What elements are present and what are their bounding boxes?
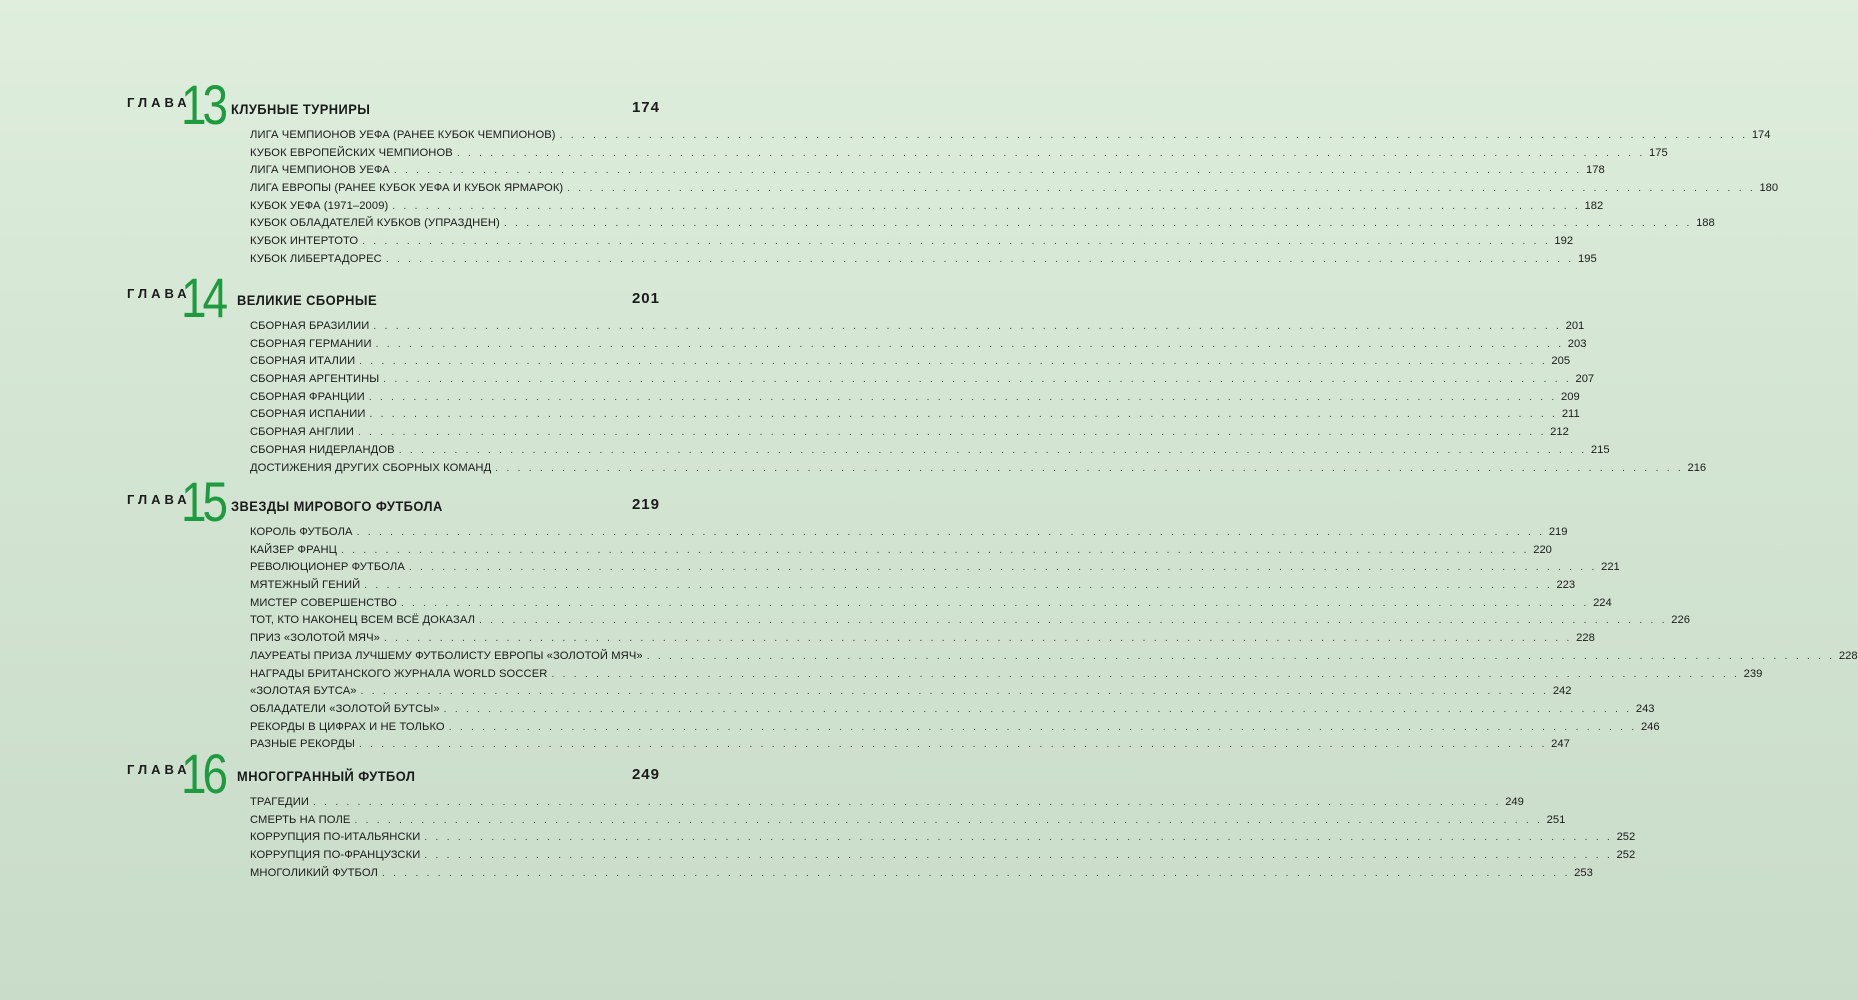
toc-entry[interactable] xyxy=(250,543,1552,562)
entry-title: СБОРНАЯ АРГЕНТИНЫ xyxy=(250,373,380,386)
entry-page: 221 xyxy=(1601,561,1620,574)
toc-entry[interactable] xyxy=(250,235,1574,253)
toc-entry[interactable] xyxy=(250,217,1715,235)
entry-page: 246 xyxy=(1640,720,1660,733)
entry-title: ЛИГА ЧЕМПИОНОВ УЕФА (РАНЕЕ КУБОК ЧЕМПИОНОВ) xyxy=(250,129,556,141)
entry-page: 228 xyxy=(1838,649,1858,662)
leader-dots xyxy=(380,633,1576,644)
leader-dots xyxy=(365,392,1561,403)
entry-title: ПРИЗ «ЗОЛОТОЙ МЯЧ» xyxy=(250,632,380,645)
toc-entry[interactable] xyxy=(250,866,1593,885)
chapter-entries xyxy=(250,526,1858,756)
toc-entry[interactable] xyxy=(250,355,1571,373)
chapter-number: 13 xyxy=(181,73,224,136)
toc-entry[interactable] xyxy=(250,720,1660,739)
entry-title: СБОРНАЯ НИДЕРЛАНДОВ xyxy=(250,443,395,456)
entry-page: 215 xyxy=(1590,443,1610,456)
toc-entry[interactable] xyxy=(250,199,1604,218)
toc-entry[interactable] xyxy=(250,614,1690,632)
toc-entry[interactable] xyxy=(250,408,1580,426)
leader-dots xyxy=(309,797,1505,808)
toc-entry[interactable] xyxy=(250,390,1580,409)
entry-page: 212 xyxy=(1550,426,1569,439)
chapter-title[interactable]: МНОГОГРАННЫЙ ФУТБОЛ xyxy=(237,768,416,784)
entry-title: СБОРНАЯ ФРАНЦИИ xyxy=(250,390,365,403)
toc-entry[interactable] xyxy=(250,702,1655,721)
entry-title: СБОРНАЯ АНГЛИИ xyxy=(250,426,354,439)
leader-dots xyxy=(420,832,1616,843)
entry-title: РАЗНЫЕ РЕКОРДЫ xyxy=(250,738,355,751)
entry-page: 207 xyxy=(1575,373,1595,386)
toc-entry[interactable] xyxy=(250,373,1595,391)
entry-page: 224 xyxy=(1593,596,1612,609)
toc-entry[interactable] xyxy=(250,252,1597,271)
toc-entry[interactable] xyxy=(250,738,1570,756)
entry-page: 242 xyxy=(1552,685,1572,698)
entry-title: ЛАУРЕАТЫ ПРИЗА ЛУЧШЕМУ ФУТБОЛИСТУ ЕВРОПЫ «ЗОЛОТОЙ МЯЧ» xyxy=(250,649,643,662)
entry-title: КОРОЛЬ ФУТБОЛА xyxy=(250,526,353,538)
leader-dots xyxy=(355,739,1551,750)
toc-entry[interactable] xyxy=(250,337,1587,356)
entry-page: 220 xyxy=(1533,543,1552,556)
toc-entry[interactable] xyxy=(250,685,1572,703)
toc-entry[interactable] xyxy=(250,632,1595,650)
entry-title: ТРАГЕДИИ xyxy=(250,796,309,808)
entry-page: 252 xyxy=(1616,831,1636,844)
leader-dots xyxy=(358,236,1554,247)
toc-entry[interactable] xyxy=(250,426,1569,444)
entry-title: СБОРНАЯ ИСПАНИИ xyxy=(250,408,366,421)
leader-dots xyxy=(365,409,1561,420)
leader-dots xyxy=(382,254,1578,265)
leader-dots xyxy=(355,356,1551,367)
leader-dots xyxy=(337,545,1533,556)
entry-title: ЛИГА ЧЕМПИОНОВ УЕФА xyxy=(250,164,390,177)
leader-dots xyxy=(360,580,1556,591)
chapter-label: ГЛАВА xyxy=(127,286,191,301)
toc-entry[interactable] xyxy=(250,596,1612,615)
chapter-entries xyxy=(250,129,1779,271)
toc-entry[interactable] xyxy=(250,164,1605,182)
entry-page: 182 xyxy=(1584,199,1604,212)
toc-entry[interactable] xyxy=(250,813,1566,832)
chapter-entries xyxy=(250,796,1636,884)
leader-dots xyxy=(388,201,1584,212)
leader-dots xyxy=(357,686,1553,697)
entry-page: 223 xyxy=(1556,579,1576,592)
entry-title: ЛИГА ЕВРОПЫ (РАНЕЕ КУБОК УЕФА И КУБОК ЯРМАРОК) xyxy=(250,182,564,195)
chapter-number: 15 xyxy=(181,470,224,533)
entry-title: МИСТЕР СОВЕРШЕНСТВО xyxy=(250,596,397,609)
entry-page: 228 xyxy=(1576,632,1595,645)
chapter-label: ГЛАВА xyxy=(127,492,191,507)
chapter-label: ГЛАВА xyxy=(127,95,191,110)
leader-dots xyxy=(547,669,1743,680)
entry-page: 178 xyxy=(1586,164,1605,177)
entry-page: 243 xyxy=(1635,702,1655,715)
leader-dots xyxy=(350,815,1546,826)
entry-title: КУБОК ИНТЕРТОТО xyxy=(250,235,359,248)
entry-title: КУБОК ОБЛАДАТЕЛЕЙ КУБКОВ (УПРАЗДНЕН) xyxy=(250,217,500,230)
chapter-page: 249 xyxy=(631,766,660,783)
leader-dots xyxy=(556,130,1752,141)
toc-entry[interactable] xyxy=(250,831,1636,849)
entry-page: 180 xyxy=(1759,182,1779,195)
entry-page: 251 xyxy=(1546,813,1566,826)
toc-entry[interactable] xyxy=(250,129,1771,147)
chapter-page: 201 xyxy=(631,290,660,307)
entry-title: СБОРНАЯ ИТАЛИИ xyxy=(250,355,356,368)
leader-dots xyxy=(453,148,1649,159)
entry-title: КАЙЗЕР ФРАНЦ xyxy=(250,543,338,556)
leader-dots xyxy=(500,218,1696,229)
entry-page: 249 xyxy=(1505,796,1524,808)
entry-title: КУБОК УЕФА (1971–2009) xyxy=(250,199,389,212)
leader-dots xyxy=(353,527,1549,538)
entry-page: 209 xyxy=(1561,390,1580,403)
chapter-title[interactable]: ВЕЛИКИЕ СБОРНЫЕ xyxy=(237,292,378,308)
toc-entry[interactable] xyxy=(250,443,1610,462)
entry-title: РЕКОРДЫ В ЦИФРАХ И НЕ ТОЛЬКО xyxy=(250,720,445,733)
leader-dots xyxy=(397,598,1593,609)
leader-dots xyxy=(378,868,1574,879)
leader-dots xyxy=(445,722,1641,733)
leader-dots xyxy=(475,615,1671,626)
leader-dots xyxy=(372,339,1568,350)
entry-title: КУБОК ЕВРОПЕЙСКИХ ЧЕМПИОНОВ xyxy=(250,146,453,159)
entry-title: НАГРАДЫ БРИТАНСКОГО ЖУРНАЛА WORLD SOCCER xyxy=(250,667,548,680)
entry-title: ДОСТИЖЕНИЯ ДРУГИХ СБОРНЫХ КОМАНД xyxy=(250,461,492,474)
leader-dots xyxy=(440,704,1636,715)
entry-title: МНОГОЛИКИЙ ФУТБОЛ xyxy=(250,866,378,879)
leader-dots xyxy=(420,850,1616,861)
entry-page: 226 xyxy=(1671,614,1690,627)
leader-dots xyxy=(379,374,1575,385)
toc-entry[interactable] xyxy=(250,649,1858,668)
toc-entry[interactable] xyxy=(250,579,1576,597)
toc-entry[interactable] xyxy=(250,667,1763,686)
chapter-title[interactable]: КЛУБНЫЕ ТУРНИРЫ xyxy=(231,101,371,117)
toc-entry[interactable] xyxy=(250,461,1707,480)
entry-page: 203 xyxy=(1567,337,1587,350)
toc-entry[interactable] xyxy=(250,526,1568,544)
entry-title: КОРРУПЦИЯ ПО-ИТАЛЬЯНСКИ xyxy=(250,831,421,844)
chapter-number: 16 xyxy=(181,742,224,805)
chapter-number: 14 xyxy=(181,266,224,329)
leader-dots xyxy=(354,427,1550,438)
leader-dots xyxy=(369,321,1565,332)
leader-dots xyxy=(643,651,1839,662)
entry-page: 252 xyxy=(1616,849,1636,862)
chapter-entries xyxy=(250,320,1707,479)
leader-dots xyxy=(491,463,1687,474)
entry-title: МЯТЕЖНЫЙ ГЕНИЙ xyxy=(250,579,361,592)
entry-page: 192 xyxy=(1554,235,1574,248)
entry-page: 188 xyxy=(1696,217,1715,230)
toc-entry[interactable] xyxy=(250,320,1585,338)
chapter-page: 219 xyxy=(631,496,660,513)
entry-title: КОРРУПЦИЯ ПО-ФРАНЦУЗСКИ xyxy=(250,849,421,862)
entry-page: 239 xyxy=(1743,667,1763,680)
toc-entry[interactable] xyxy=(250,561,1620,579)
entry-title: КУБОК ЛИБЕРТАДОРЕС xyxy=(250,252,382,265)
entry-title: СМЕРТЬ НА ПОЛЕ xyxy=(250,813,351,826)
entry-page: 175 xyxy=(1649,146,1668,159)
entry-page: 253 xyxy=(1574,866,1593,879)
chapter-title[interactable]: ЗВЕЗДЫ МИРОВОГО ФУТБОЛА xyxy=(231,498,443,514)
entry-title: СБОРНАЯ ГЕРМАНИИ xyxy=(250,337,372,350)
entry-page: 247 xyxy=(1551,738,1570,751)
toc-entry[interactable] xyxy=(250,849,1636,867)
chapter-label: ГЛАВА xyxy=(127,762,191,777)
leader-dots xyxy=(563,183,1759,194)
leader-dots xyxy=(390,165,1586,176)
entry-page: 174 xyxy=(1751,129,1771,141)
entry-page: 216 xyxy=(1687,461,1707,474)
entry-page: 195 xyxy=(1578,252,1597,265)
entry-page: 219 xyxy=(1548,526,1568,538)
entry-title: ТОТ, КТО НАКОНЕЦ ВСЕМ ВСЁ ДОКАЗАЛ xyxy=(250,614,476,627)
chapter-page: 174 xyxy=(631,99,660,116)
entry-page: 211 xyxy=(1561,408,1580,421)
entry-title: СБОРНАЯ БРАЗИЛИИ xyxy=(250,320,370,332)
leader-dots xyxy=(395,445,1591,456)
entry-page: 201 xyxy=(1565,320,1585,332)
entry-title: «ЗОЛОТАЯ БУТСА» xyxy=(250,685,357,698)
entry-page: 205 xyxy=(1551,355,1571,368)
entry-title: ОБЛАДАТЕЛИ «ЗОЛОТОЙ БУТСЫ» xyxy=(250,702,440,715)
entry-title: РЕВОЛЮЦИОНЕР ФУТБОЛА xyxy=(250,561,405,574)
toc-entry[interactable] xyxy=(250,182,1779,200)
toc-entry[interactable] xyxy=(250,796,1524,814)
leader-dots xyxy=(405,562,1601,573)
toc-entry[interactable] xyxy=(250,146,1668,165)
